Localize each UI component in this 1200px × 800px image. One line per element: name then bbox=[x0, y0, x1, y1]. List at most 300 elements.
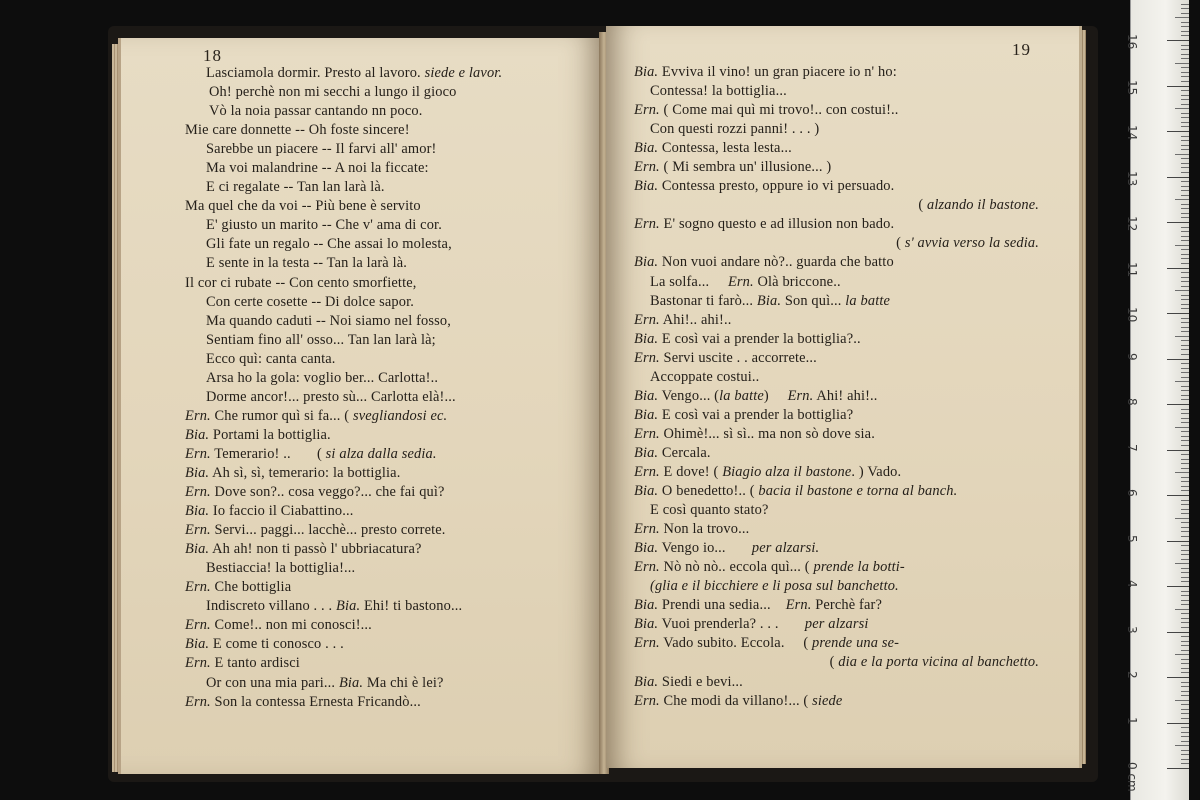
ruler-tick bbox=[1181, 395, 1189, 396]
ruler-tick bbox=[1175, 154, 1189, 155]
text-segment: Portami la bottiglia. bbox=[209, 426, 331, 443]
italic-text: Ern. bbox=[785, 597, 812, 614]
ruler-number: 0 cm bbox=[1125, 762, 1139, 792]
ruler-tick bbox=[1181, 613, 1189, 614]
text-segment: La solfa... bbox=[650, 273, 728, 290]
ruler-tick bbox=[1167, 450, 1189, 451]
italic-text: Bia. bbox=[185, 541, 210, 558]
ruler-tick bbox=[1181, 145, 1189, 146]
text-line bbox=[606, 120, 1079, 139]
ruler-tick bbox=[1181, 327, 1189, 328]
text-line bbox=[606, 673, 1079, 692]
ruler-tick bbox=[1181, 49, 1189, 50]
ruler-tick bbox=[1181, 759, 1189, 760]
text-line bbox=[121, 235, 602, 254]
text-segment: Servi... paggi... lacchè... presto correte. bbox=[210, 522, 446, 539]
ruler-tick bbox=[1167, 40, 1189, 41]
italic-text: s' avvia verso la sedia. bbox=[904, 235, 1039, 252]
ruler-tick bbox=[1175, 290, 1189, 291]
ruler-tick bbox=[1181, 231, 1189, 232]
italic-text: Bia. bbox=[634, 64, 659, 80]
text-line bbox=[121, 559, 602, 578]
text-segment: Sarebbe un piacere -- Il farvi all' amor! bbox=[206, 141, 437, 158]
ruler-tick bbox=[1181, 217, 1189, 218]
ruler-tick bbox=[1181, 736, 1189, 737]
ruler-number: 6 bbox=[1125, 489, 1139, 497]
ruler-tick bbox=[1175, 563, 1189, 564]
ruler-tick bbox=[1181, 277, 1189, 278]
text-segment: Ah ah! non ti passò l' ubbriacatura? bbox=[209, 541, 422, 558]
ruler-tick bbox=[1181, 95, 1189, 96]
ruler-number: 10 bbox=[1125, 307, 1139, 323]
text-segment: Ohimè!... sì sì.. ma non sò dove sia. bbox=[659, 425, 875, 442]
text-line bbox=[121, 369, 602, 388]
text-segment: Vuoi prenderla? . . . bbox=[658, 616, 805, 633]
text-segment: ) bbox=[763, 387, 788, 404]
text-segment: E dove! ( bbox=[659, 463, 723, 480]
text-line bbox=[606, 558, 1079, 577]
text-segment: Arsa ho la gola: voglio ber... Carlotta!.. bbox=[206, 369, 439, 386]
ruler-tick bbox=[1181, 559, 1189, 560]
ruler-tick bbox=[1175, 63, 1189, 64]
text-segment: Accoppate costui.. bbox=[650, 368, 760, 385]
ruler-tick bbox=[1181, 754, 1189, 755]
ruler-tick bbox=[1167, 131, 1189, 132]
measuring-ruler bbox=[1125, 0, 1189, 800]
text-line bbox=[606, 196, 1079, 215]
ruler-tick bbox=[1181, 527, 1189, 528]
text-segment: E così vai a prender la bottiglia? bbox=[658, 406, 854, 423]
ruler-tick bbox=[1181, 249, 1189, 250]
italic-text: Ern. bbox=[727, 273, 754, 290]
text-line bbox=[606, 63, 1079, 82]
ruler-tick bbox=[1181, 727, 1189, 728]
italic-text: Bia. bbox=[634, 254, 659, 271]
text-line bbox=[121, 140, 602, 159]
ruler-number: 4 bbox=[1125, 580, 1139, 588]
text-line bbox=[606, 273, 1079, 292]
ruler-tick bbox=[1181, 504, 1189, 505]
ruler-tick bbox=[1167, 768, 1189, 769]
text-segment: Come!.. non mi conosci!... bbox=[210, 617, 372, 634]
italic-text: Ern. bbox=[634, 559, 660, 576]
italic-text: Bia. bbox=[634, 178, 659, 195]
text-line bbox=[121, 159, 602, 178]
right-page-text bbox=[606, 63, 1079, 711]
ruler-tick bbox=[1181, 650, 1189, 651]
ruler-tick bbox=[1181, 440, 1189, 441]
ruler-tick bbox=[1181, 204, 1189, 205]
italic-text: Ern. bbox=[185, 655, 211, 672]
italic-text: Bia. bbox=[185, 636, 210, 653]
text-segment: ( bbox=[918, 197, 928, 214]
ruler-tick bbox=[1181, 572, 1189, 573]
text-line bbox=[606, 292, 1079, 311]
ruler-tick bbox=[1167, 541, 1189, 542]
text-line bbox=[606, 482, 1079, 501]
ruler-tick bbox=[1181, 67, 1189, 68]
ruler-tick bbox=[1167, 586, 1189, 587]
ruler-tick bbox=[1181, 54, 1189, 55]
italic-text: Bia. bbox=[634, 540, 659, 557]
text-line bbox=[121, 312, 602, 331]
text-segment: Il cor ci rubate -- Con cento smorfiette, bbox=[185, 274, 417, 291]
ruler-tick bbox=[1181, 167, 1189, 168]
ruler-tick bbox=[1167, 177, 1189, 178]
ruler-tick bbox=[1181, 386, 1189, 387]
text-line bbox=[121, 693, 602, 712]
text-segment: Ma chi è lei? bbox=[363, 674, 444, 691]
ruler-tick bbox=[1181, 741, 1189, 742]
text-segment: Olà briccone.. bbox=[753, 273, 841, 290]
ruler-tick bbox=[1181, 213, 1189, 214]
text-line bbox=[121, 674, 602, 693]
ruler-tick bbox=[1181, 31, 1189, 32]
italic-text: Bia. bbox=[185, 426, 210, 443]
ruler-tick bbox=[1181, 304, 1189, 305]
text-segment: Indiscreto villano . . . bbox=[206, 598, 337, 615]
ruler-tick bbox=[1181, 577, 1189, 578]
text-line bbox=[121, 350, 602, 369]
italic-text: Bia. bbox=[634, 673, 659, 690]
ruler-tick bbox=[1167, 677, 1189, 678]
text-segment: Vengo io... bbox=[658, 540, 752, 557]
text-segment: E ci regalate -- Tan lan larà là. bbox=[206, 179, 385, 196]
ruler-tick bbox=[1181, 486, 1189, 487]
ruler-tick bbox=[1181, 140, 1189, 141]
ruler-tick bbox=[1181, 454, 1189, 455]
ruler-tick bbox=[1181, 181, 1189, 182]
ruler-tick bbox=[1181, 604, 1189, 605]
text-segment: Non vuoi andare nò?.. guarda che batto bbox=[658, 254, 894, 271]
text-segment: Che bottiglia bbox=[210, 579, 292, 596]
ruler-tick bbox=[1181, 704, 1189, 705]
italic-text: svegliandosi ec. bbox=[352, 407, 448, 424]
text-line bbox=[121, 254, 602, 273]
text-segment: Perchè far? bbox=[811, 597, 882, 614]
ruler-tick bbox=[1181, 190, 1189, 191]
right-page bbox=[606, 26, 1082, 768]
text-segment: Bestiaccia! la bottiglia!... bbox=[206, 560, 356, 577]
text-segment: E sente in la testa -- Tan la larà là. bbox=[206, 255, 408, 272]
ruler-tick bbox=[1181, 399, 1189, 400]
ruler-tick bbox=[1181, 622, 1189, 623]
text-segment: Non la trovo... bbox=[659, 521, 750, 538]
text-segment: Con questi rozzi panni! . . . ) bbox=[650, 121, 820, 138]
text-segment: E così quanto stato? bbox=[650, 502, 769, 519]
ruler-tick bbox=[1181, 422, 1189, 423]
text-segment: Ahi!.. ahi!.. bbox=[659, 311, 732, 328]
text-line bbox=[606, 368, 1079, 387]
ruler-tick bbox=[1181, 618, 1189, 619]
text-segment: E tanto ardisci bbox=[210, 655, 300, 672]
italic-text: Ern. bbox=[185, 484, 211, 501]
text-segment: Che modi da villano!... ( bbox=[659, 692, 813, 709]
text-line bbox=[606, 215, 1079, 234]
ruler-tick bbox=[1181, 345, 1189, 346]
ruler-number: 2 bbox=[1125, 671, 1139, 679]
italic-text: Biagio alza il bastone bbox=[722, 463, 852, 480]
text-line bbox=[606, 444, 1079, 463]
italic-text: Bia. bbox=[634, 406, 659, 423]
italic-text: Ern. bbox=[185, 579, 211, 596]
text-segment: Ma quel che da voi -- Più bene è servito bbox=[185, 198, 421, 215]
ruler-number: 9 bbox=[1125, 352, 1139, 361]
text-line bbox=[121, 274, 602, 293]
ruler-tick bbox=[1181, 363, 1189, 364]
text-line bbox=[606, 615, 1079, 634]
text-line bbox=[121, 293, 602, 312]
ruler-tick bbox=[1181, 459, 1189, 460]
text-line bbox=[121, 578, 602, 597]
text-line bbox=[606, 177, 1079, 196]
text-line bbox=[606, 158, 1079, 177]
text-segment: . ) Vado. bbox=[851, 463, 902, 480]
text-line bbox=[121, 102, 602, 121]
italic-text: Ern. bbox=[634, 102, 660, 119]
italic-text: Bia. bbox=[634, 597, 659, 614]
page-number-left: 18 bbox=[203, 46, 222, 65]
ruler-tick bbox=[1181, 354, 1189, 355]
italic-text: Bia. bbox=[756, 292, 782, 309]
text-line bbox=[606, 82, 1079, 101]
text-line bbox=[121, 407, 602, 426]
ruler-number: 16 bbox=[1125, 34, 1139, 50]
text-line bbox=[121, 464, 602, 483]
text-segment: Son la contessa Ernesta Fricandò... bbox=[210, 693, 421, 710]
text-line bbox=[121, 426, 602, 445]
text-line bbox=[606, 349, 1079, 368]
ruler-tick bbox=[1175, 17, 1189, 18]
text-line bbox=[121, 521, 602, 540]
text-segment: Ecco quì: canta canta. bbox=[206, 350, 336, 367]
italic-text: Bia. bbox=[634, 444, 659, 461]
left-page-text bbox=[121, 64, 602, 712]
italic-text: Ern. bbox=[634, 521, 660, 538]
text-line bbox=[121, 540, 602, 559]
italic-text: siede bbox=[812, 692, 843, 709]
ruler-tick bbox=[1175, 654, 1189, 655]
italic-text: Ern. bbox=[634, 311, 660, 328]
text-line bbox=[121, 83, 602, 102]
ruler-tick bbox=[1181, 308, 1189, 309]
ruler-tick bbox=[1181, 481, 1189, 482]
text-segment: ( Come mai quì mi trovo!.. con costui!.. bbox=[659, 102, 899, 119]
ruler-tick bbox=[1181, 195, 1189, 196]
italic-text: Bia. bbox=[185, 503, 210, 520]
ruler-tick bbox=[1175, 518, 1189, 519]
text-line bbox=[606, 520, 1079, 539]
ruler-tick bbox=[1181, 409, 1189, 410]
italic-text: Ern. bbox=[634, 692, 660, 709]
italic-text: Ern. bbox=[185, 522, 211, 539]
ruler-tick bbox=[1181, 72, 1189, 73]
italic-text: Ern. bbox=[185, 617, 211, 634]
text-segment: Contessa, lesta lesta... bbox=[658, 140, 792, 157]
ruler-tick bbox=[1181, 645, 1189, 646]
text-segment: Servi uscite . . accorrete... bbox=[659, 349, 817, 366]
ruler-tick bbox=[1181, 76, 1189, 77]
ruler-tick bbox=[1181, 322, 1189, 323]
ruler-tick bbox=[1181, 26, 1189, 27]
ruler-tick bbox=[1175, 245, 1189, 246]
text-line bbox=[606, 596, 1079, 615]
ruler-tick bbox=[1181, 349, 1189, 350]
ruler-tick bbox=[1181, 281, 1189, 282]
text-segment: Gli fate un regalo -- Che assai lo molesta, bbox=[206, 236, 452, 253]
ruler-tick bbox=[1181, 600, 1189, 601]
ruler-tick bbox=[1181, 122, 1189, 123]
ruler-tick bbox=[1175, 381, 1189, 382]
ruler-tick bbox=[1181, 682, 1189, 683]
text-line bbox=[606, 634, 1079, 653]
ruler-tick bbox=[1181, 695, 1189, 696]
ruler-tick bbox=[1181, 58, 1189, 59]
italic-text: (glia e il bicchiere e li posa sul banchetto. bbox=[650, 578, 899, 595]
ruler-tick bbox=[1167, 313, 1189, 314]
ruler-tick bbox=[1167, 404, 1189, 405]
text-segment: Contessa! la bottiglia... bbox=[650, 83, 787, 100]
ruler-tick bbox=[1181, 368, 1189, 369]
text-segment: Dove son?.. cosa veggo?... che fai quì? bbox=[210, 484, 445, 501]
ruler-tick bbox=[1181, 545, 1189, 546]
ruler-tick bbox=[1167, 632, 1189, 633]
text-line bbox=[606, 330, 1079, 349]
ruler-tick bbox=[1181, 45, 1189, 46]
text-segment: Nò nò nò.. eccola quì... ( bbox=[659, 559, 814, 576]
text-segment: Cercala. bbox=[658, 444, 711, 461]
text-line bbox=[121, 216, 602, 235]
italic-text: Ern. bbox=[634, 463, 660, 480]
ruler-tick bbox=[1167, 723, 1189, 724]
ruler-number: 15 bbox=[1125, 79, 1139, 95]
text-line bbox=[121, 64, 602, 83]
ruler-tick bbox=[1181, 477, 1189, 478]
ruler-tick bbox=[1181, 117, 1189, 118]
italic-text: Ern. bbox=[634, 159, 660, 176]
text-line bbox=[606, 653, 1079, 672]
ruler-tick bbox=[1181, 90, 1189, 91]
ruler-tick bbox=[1181, 659, 1189, 660]
ruler-tick bbox=[1181, 227, 1189, 228]
text-segment: Bastonar ti farò... bbox=[650, 292, 757, 309]
ruler-tick bbox=[1181, 500, 1189, 501]
ruler-number: 11 bbox=[1125, 261, 1139, 277]
ruler-tick bbox=[1181, 81, 1189, 82]
italic-text: siede e lavor. bbox=[424, 65, 503, 81]
ruler-tick bbox=[1181, 554, 1189, 555]
ruler-tick bbox=[1181, 299, 1189, 300]
ruler-tick bbox=[1181, 463, 1189, 464]
ruler-tick bbox=[1181, 468, 1189, 469]
ruler-tick bbox=[1181, 113, 1189, 114]
page-number-right: 19 bbox=[1012, 40, 1031, 59]
text-segment: Temerario! .. ( bbox=[210, 445, 326, 462]
left-page bbox=[118, 38, 602, 774]
italic-text: si alza dalla sedia. bbox=[325, 445, 437, 462]
text-line bbox=[121, 445, 602, 464]
italic-text: Bia. bbox=[634, 483, 659, 500]
ruler-tick bbox=[1181, 208, 1189, 209]
italic-text: Bia. bbox=[634, 140, 659, 157]
italic-text: Ern. bbox=[634, 349, 660, 366]
ruler-tick bbox=[1181, 627, 1189, 628]
ruler-tick bbox=[1181, 522, 1189, 523]
ruler-tick bbox=[1181, 263, 1189, 264]
text-segment: ( bbox=[829, 654, 839, 671]
italic-text: Ern. bbox=[185, 407, 211, 424]
ruler-tick bbox=[1181, 713, 1189, 714]
ruler-tick bbox=[1181, 718, 1189, 719]
ruler-tick bbox=[1181, 595, 1189, 596]
ruler-tick bbox=[1181, 13, 1189, 14]
ruler-tick bbox=[1181, 436, 1189, 437]
ruler-tick bbox=[1181, 641, 1189, 642]
ruler-tick bbox=[1181, 372, 1189, 373]
text-line bbox=[606, 463, 1079, 482]
ruler-tick bbox=[1181, 763, 1189, 764]
italic-text: la batte bbox=[719, 387, 764, 404]
ruler-tick bbox=[1181, 490, 1189, 491]
text-line bbox=[606, 501, 1079, 520]
text-line bbox=[606, 311, 1079, 330]
italic-text: Ern. bbox=[634, 425, 660, 442]
text-segment: ( bbox=[896, 235, 905, 252]
ruler-tick bbox=[1181, 35, 1189, 36]
italic-text: Ern. bbox=[185, 445, 211, 462]
text-segment: Ma voi malandrine -- A noi la ficcate: bbox=[206, 160, 429, 177]
ruler-tick bbox=[1181, 709, 1189, 710]
ruler-tick bbox=[1167, 222, 1189, 223]
text-segment: O benedetto!.. ( bbox=[658, 483, 759, 500]
ruler-number: 5 bbox=[1125, 534, 1139, 543]
ruler-tick bbox=[1181, 413, 1189, 414]
text-line bbox=[606, 539, 1079, 558]
text-segment: ( Mi sembra un' illusione... ) bbox=[659, 159, 832, 176]
ruler-tick bbox=[1181, 418, 1189, 419]
italic-text: Bia. bbox=[634, 387, 659, 404]
ruler-tick bbox=[1181, 331, 1189, 332]
text-segment: Dorme ancor!... presto sù... Carlotta elà!... bbox=[206, 388, 456, 405]
ruler-tick bbox=[1167, 359, 1189, 360]
text-line bbox=[606, 406, 1079, 425]
ruler-tick bbox=[1175, 472, 1189, 473]
text-segment: Oh! perchè non mi secchi a lungo il gioco bbox=[209, 84, 457, 101]
italic-text: Ern. bbox=[634, 635, 660, 652]
italic-text: per alzarsi. bbox=[751, 540, 820, 557]
italic-text: Bia. bbox=[338, 674, 364, 691]
ruler-tick bbox=[1175, 745, 1189, 746]
ruler-tick bbox=[1181, 4, 1189, 5]
ruler-tick bbox=[1181, 8, 1189, 9]
text-segment: E' sogno questo e ad illusion non bado. bbox=[659, 216, 895, 233]
italic-text: per alzarsi bbox=[804, 616, 869, 633]
text-segment: Evviva il vino! un gran piacere io n' ho: bbox=[658, 64, 897, 80]
text-line bbox=[121, 597, 602, 616]
text-segment: Ma quando caduti -- Noi siamo nel fosso, bbox=[206, 312, 451, 329]
ruler-tick bbox=[1167, 268, 1189, 269]
italic-text: Ern. bbox=[185, 693, 211, 710]
text-line bbox=[121, 502, 602, 521]
text-segment: Con certe cosette -- Di dolce sapor. bbox=[206, 293, 414, 310]
text-line bbox=[606, 425, 1079, 444]
ruler-tick bbox=[1181, 163, 1189, 164]
ruler-tick bbox=[1175, 700, 1189, 701]
text-segment: Vado subito. Eccola. ( bbox=[659, 635, 813, 652]
ruler-tick bbox=[1175, 199, 1189, 200]
ruler-tick bbox=[1181, 258, 1189, 259]
text-line bbox=[606, 692, 1079, 711]
